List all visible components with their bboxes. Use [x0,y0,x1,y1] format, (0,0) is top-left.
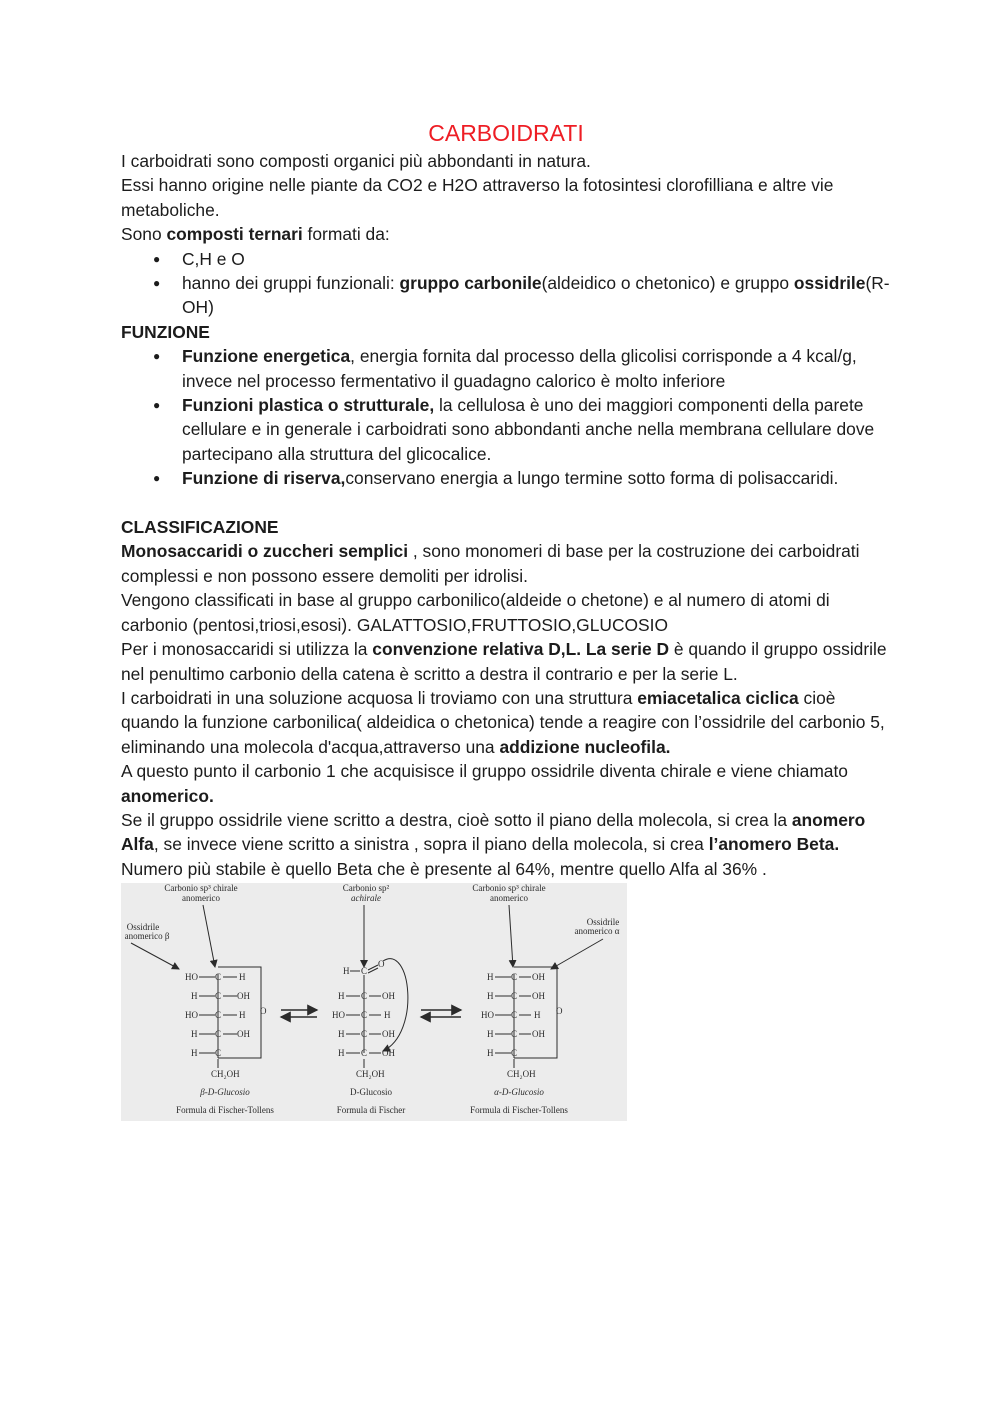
list-item [182,344,891,393]
document-title: CARBOIDRATI [428,120,584,146]
text-run: Sono [121,224,167,245]
composition-list [121,247,891,320]
svg-text:C: C [511,1048,518,1059]
right-arrow-side [551,939,603,969]
right-ch2oh: CH₂OH [507,1069,536,1080]
bold-run: Monosaccaridi o zuccheri semplici [121,541,409,562]
text-run: , energia fornita dal processo della glicolisi corrisponde a 4 kcal/g, invece nel processo fermentativo il guadagno calorico è molto inferiore [182,346,857,391]
svg-text:H: H [487,972,494,983]
blank-line [121,491,891,515]
intro-paragraph-1: I carboidrati sono composti organici più abbondanti in natura. [121,151,591,171]
bold-run: l’anomero Beta. [708,834,840,855]
svg-text:OH: OH [237,991,250,1002]
text-run: (aldeidico o chetonico) e gruppo [541,273,794,294]
d-glucose-structure [332,959,408,1079]
svg-text:OH: OH [532,1029,545,1040]
svg-text:HO: HO [332,1010,345,1021]
svg-text:C: C [511,1029,518,1040]
svg-text:O: O [556,1006,563,1017]
svg-text:C: C [215,1010,222,1021]
list-item [182,466,891,490]
svg-text:H: H [191,1029,198,1040]
right-structure-caption: Formula di Fischer-Tollens [470,1105,568,1116]
text-run: , se invece viene scritto a sinistra , sopra il piano della molecola, si crea [153,834,709,855]
svg-text:H: H [534,1010,541,1021]
text-run: A questo punto il carbonio 1 che acquisisce il gruppo ossidrile diventa chirale e viene chiamato [121,761,848,782]
text-run: conservano energia a lungo termine sotto forma di polisaccaridi. [345,468,839,489]
svg-text:C: C [215,972,222,983]
svg-text:H: H [239,1010,246,1021]
intro-paragraph-3 [121,222,891,246]
svg-text:OH: OH [237,1029,250,1040]
svg-text:H: H [343,966,350,977]
left-arrow-top [203,905,215,967]
intro-paragraph-2: Essi hanno origine nelle piante da CO2 e H2O attraverso la fotosintesi clorofilliana e altre vie metaboliche. [121,175,834,220]
section-heading-classificazione: CLASSIFICAZIONE [121,517,279,538]
glucose-fischer-figure [121,883,627,1121]
class-paragraph-6 [121,808,891,857]
mid-ch2oh: CH₂OH [356,1069,385,1080]
svg-text:H: H [338,1048,345,1059]
left-top-label-1: Carbonio sp³ chirale [164,883,238,894]
beta-glucose-structure [185,967,267,1079]
bold-run: Funzione di riserva, [182,468,346,489]
document-page [121,118,891,1121]
class-paragraph-2: Vengono classificati in base al gruppo carbonilico(aldeide o chetone) e al numero di atomi di carbonio (pentosi,triosi,esosi). GALATTOSIO,FRUTTOSIO,GLUCOSIO [121,590,830,635]
svg-text:H: H [191,991,198,1002]
bold-run: anomerico. [121,785,214,806]
text-run: formati da: [302,224,390,245]
equilibrium-arrows-right [421,1010,461,1017]
svg-text:C: C [361,1029,368,1040]
left-structure-name: β-D-Glucosio [200,1087,250,1098]
right-top-label-1: Carbonio sp³ chirale [472,883,546,894]
svg-text:H: H [487,991,494,1002]
class-paragraph-7: Numero più stabile è quello Beta che è presente al 64%, mentre quello Alfa al 36% . [121,858,767,879]
svg-text:OH: OH [532,972,545,983]
svg-text:C: C [215,1029,222,1040]
svg-text:H: H [338,1029,345,1040]
svg-text:HO: HO [185,972,198,983]
bold-run: emiacetalica ciclica [637,687,799,708]
right-arrow-top [509,905,513,967]
svg-text:OH: OH [382,991,395,1002]
text-run: hanno dei gruppi funzionali: [182,273,400,294]
svg-text:C: C [361,1010,368,1021]
svg-text:H: H [191,1048,198,1059]
text-run: (R-OH) [182,273,890,318]
text-run: , sono monomeri di base per la costruzione dei carboidrati complessi e non possono essere demoliti per idrolisi. [121,541,860,586]
text-run: C,H e O [182,248,245,269]
list-item [182,271,891,320]
right-structure-name: α-D-Glucosio [494,1087,544,1098]
text-run: la cellulosa è uno dei maggiori componenti della parete cellulare e in generale i carboidrati sono abbondanti anche nella membrana cellulare dove partecipano alla struttura del glicocalice. [182,395,875,464]
right-side-label-1: Ossidrile [586,917,620,928]
svg-text:C: C [361,991,368,1002]
right-side-label-2: anomerico α [574,926,620,937]
svg-text:C: C [361,1048,368,1059]
svg-text:H: H [487,1029,494,1040]
section-heading-funzione: FUNZIONE [121,321,210,342]
svg-text:O: O [378,959,385,970]
bold-run: convenzione relativa D,L. La serie D [372,639,670,660]
mid-top-label-2: achirale [351,893,381,904]
mid-structure-name: D-Glucosio [350,1087,392,1098]
list-item [182,393,891,466]
bold-run: addizione nucleofila. [499,736,671,757]
svg-text:C: C [511,991,518,1002]
equilibrium-arrows-left [281,1010,317,1017]
bold-run: Funzioni plastica o strutturale, [182,395,435,416]
text-run: Se il gruppo ossidrile viene scritto a destra, cioè sotto il piano della molecola, si crea la [121,809,792,830]
svg-text:C: C [215,1048,222,1059]
mid-structure-caption: Formula di Fischer [336,1105,406,1116]
svg-text:OH: OH [532,991,545,1002]
bold-run: Funzione energetica [182,346,351,367]
left-top-label-2: anomerico [182,893,220,904]
left-structure-caption: Formula di Fischer-Tollens [176,1105,274,1116]
svg-text:H: H [487,1048,494,1059]
function-list [121,344,891,490]
svg-text:C: C [361,966,368,977]
bold-run: composti ternari [166,224,303,245]
left-ch2oh: CH₂OH [211,1069,240,1080]
mid-top-label-1: Carbonio sp² [342,883,390,894]
svg-text:OH: OH [382,1029,395,1040]
class-paragraph-4 [121,686,891,759]
text-run: I carboidrati in una soluzione acquosa li troviamo con una struttura [121,687,638,708]
svg-text:O: O [260,1006,267,1017]
bold-run: anomero Alfa [121,809,866,855]
svg-text:H: H [338,991,345,1002]
svg-text:H: H [239,972,246,983]
list-item [182,247,891,271]
left-side-label-1: Ossidrile [126,922,160,933]
text-run: cioè quando la funzione carbonilica( aldeidica o chetonica) tende a reagire con l’ossidrile del carbonio 5, eliminando una molecola d'acqua,attraverso una [121,687,885,757]
right-top-label-2: anomerico [490,893,528,904]
class-paragraph-1 [121,539,891,588]
class-paragraph-5 [121,759,891,808]
bold-run: ossidrile [793,273,866,294]
text-run: è quando il gruppo ossidrile nel penultimo carbonio della catena è scritto a destra il contrario e per la serie L. [121,639,887,684]
svg-text:HO: HO [481,1010,494,1021]
text-run: Per i monosaccaridi si utilizza la [121,639,373,660]
svg-text:H: H [384,1010,391,1021]
left-arrow-side [131,943,179,969]
figure-canvas [121,883,627,1121]
svg-text:OH: OH [382,1048,395,1059]
left-side-label-2: anomerico β [124,931,170,942]
bold-run: gruppo carbonile [399,273,542,294]
svg-text:C: C [511,1010,518,1021]
svg-text:HO: HO [185,1010,198,1021]
class-paragraph-3 [121,637,891,686]
svg-text:C: C [511,972,518,983]
svg-text:C: C [215,991,222,1002]
alpha-glucose-structure [481,967,563,1079]
